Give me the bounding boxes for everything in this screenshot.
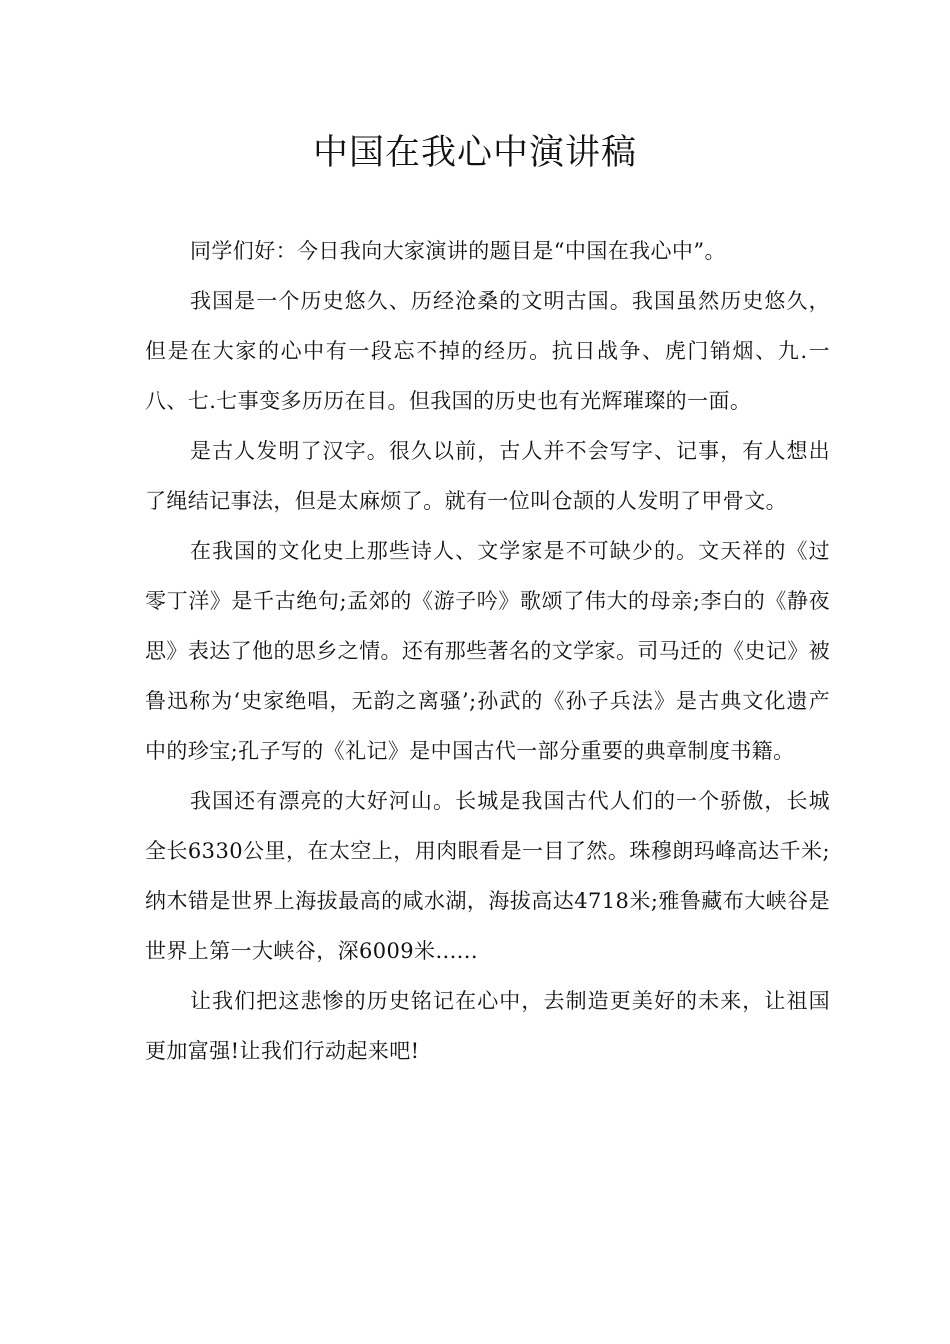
paragraph-greeting: 同学们好：今日我向大家演讲的题目是“中国在我心中”。 — [190, 239, 726, 263]
document-body — [145, 226, 830, 1076]
paragraph-landscape: 我国还有漂亮的大好河山。长城是我国古代人们的一个骄傲，长城全长6330公里，在太空上，用肉眼看是一目了然。珠穆朗玛峰高达千米;纳木错是世界上海拔最高的咸水湖，海拔高达4718米;雅鲁藏布大峡谷是世界上第一大峡谷，深6009米...... — [145, 789, 830, 963]
paragraph-history: 我国是一个历史悠久、历经沧桑的文明古国。我国虽然历史悠久，但是在大家的心中有一段忘不掉的经历。抗日战争、虎门销烟、九.一八、七.七事变多历历在目。但我国的历史也有光辉璀璨的一面。 — [145, 289, 830, 413]
document-title: 中国在我心中演讲稿 — [312, 133, 637, 173]
paragraph-characters: 是古人发明了汉字。很久以前，古人并不会写字、记事，有人想出了绳结记事法，但是太麻烦了。就有一位叫仓颉的人发明了甲骨文。 — [145, 439, 830, 513]
paragraph-closing: 让我们把这悲惨的历史铭记在心中，去制造更美好的未来，让祖国更加富强!让我们行动起来吧! — [145, 989, 830, 1063]
paragraph-literature: 在我国的文化史上那些诗人、文学家是不可缺少的。文天祥的《过零丁洋》是千古绝句;孟郊的《游子吟》歌颂了伟大的母亲;李白的《静夜思》表达了他的思乡之情。还有那些著名的文学家。司马迁的《史记》被鲁迅称为‘史家绝唱，无韵之离骚’;孙武的《孙子兵法》是古典文化遗产中的珍宝;孔子写的《礼记》是中国古代一部分重要的典章制度书籍。 — [145, 539, 830, 763]
